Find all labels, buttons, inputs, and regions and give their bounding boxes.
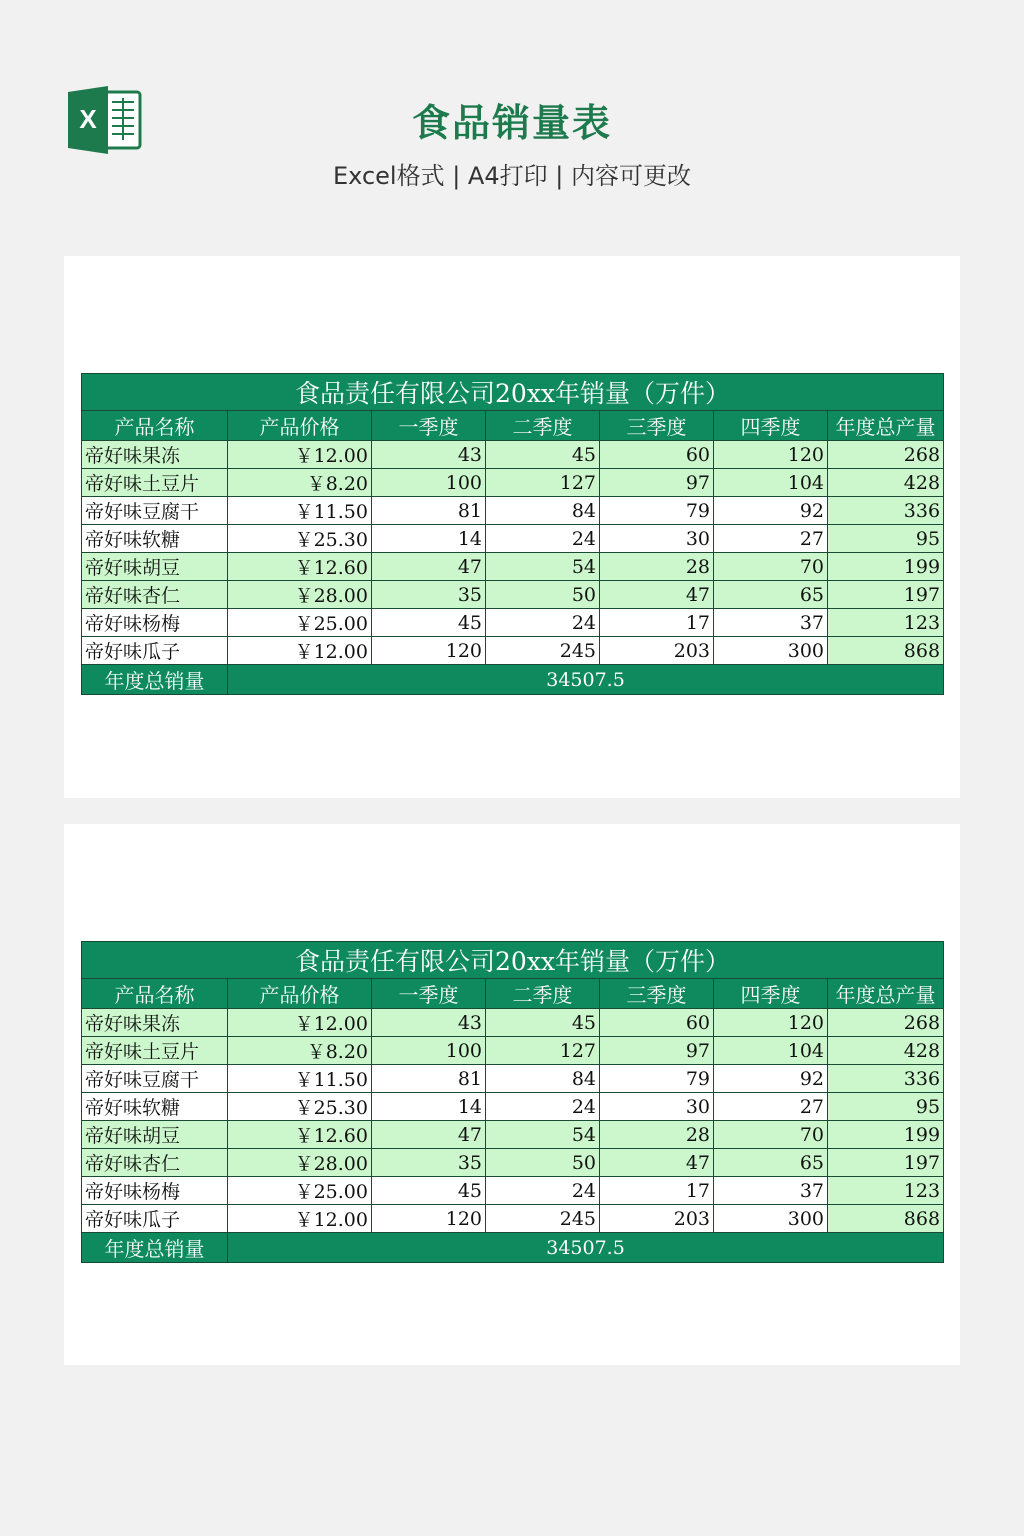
quarter-value-cell: 14: [372, 525, 486, 553]
table-row: [82, 1177, 944, 1205]
price-cell: ￥25.00: [228, 1177, 372, 1205]
table-row: [82, 1037, 944, 1065]
product-name-cell: 帝好味果冻: [82, 1009, 228, 1037]
quarter-value-cell: 45: [486, 441, 600, 469]
quarter-value-cell: 203: [600, 637, 714, 665]
quarter-value-cell: 24: [486, 525, 600, 553]
table-row: [82, 1065, 944, 1093]
table-row: [82, 497, 944, 525]
table-row: [82, 581, 944, 609]
quarter-value-cell: 37: [714, 609, 828, 637]
quarter-value-cell: 100: [372, 1037, 486, 1065]
quarter-value-cell: 50: [486, 1149, 600, 1177]
quarter-value-cell: 27: [714, 1093, 828, 1121]
column-header: 一季度: [372, 411, 486, 441]
price-cell: ￥12.00: [228, 637, 372, 665]
quarter-value-cell: 300: [714, 637, 828, 665]
quarter-value-cell: 97: [600, 469, 714, 497]
column-header: 年度总产量: [828, 411, 944, 441]
quarter-value-cell: 120: [372, 1205, 486, 1233]
page-header: [0, 0, 1024, 240]
quarter-value-cell: 65: [714, 1149, 828, 1177]
quarter-value-cell: 54: [486, 1121, 600, 1149]
quarter-value-cell: 84: [486, 1065, 600, 1093]
quarter-value-cell: 60: [600, 441, 714, 469]
column-header: 产品名称: [82, 979, 228, 1009]
quarter-value-cell: 70: [714, 553, 828, 581]
caption-row: [82, 374, 944, 411]
column-header: 二季度: [486, 979, 600, 1009]
quarter-value-cell: 24: [486, 1177, 600, 1205]
annual-total-cell: 95: [828, 1093, 944, 1121]
price-cell: ￥25.30: [228, 525, 372, 553]
quarter-value-cell: 14: [372, 1093, 486, 1121]
column-header: 二季度: [486, 411, 600, 441]
quarter-value-cell: 30: [600, 525, 714, 553]
price-cell: ￥25.00: [228, 609, 372, 637]
product-name-cell: 帝好味豆腐干: [82, 497, 228, 525]
quarter-value-cell: 245: [486, 1205, 600, 1233]
price-cell: ￥12.00: [228, 441, 372, 469]
quarter-value-cell: 47: [372, 553, 486, 581]
annual-total-cell: 123: [828, 609, 944, 637]
quarter-value-cell: 28: [600, 1121, 714, 1149]
price-cell: ￥12.00: [228, 1205, 372, 1233]
table-row: [82, 609, 944, 637]
annual-sales-label: 年度总销量: [82, 665, 228, 695]
price-cell: ￥8.20: [228, 469, 372, 497]
quarter-value-cell: 120: [372, 637, 486, 665]
table-row: [82, 1121, 944, 1149]
quarter-value-cell: 60: [600, 1009, 714, 1037]
price-cell: ￥8.20: [228, 1037, 372, 1065]
price-cell: ￥28.00: [228, 1149, 372, 1177]
quarter-value-cell: 47: [600, 1149, 714, 1177]
annual-total-cell: 868: [828, 1205, 944, 1233]
quarter-value-cell: 104: [714, 469, 828, 497]
sales-table: [81, 373, 944, 695]
quarter-value-cell: 45: [372, 609, 486, 637]
product-name-cell: 帝好味杨梅: [82, 1177, 228, 1205]
quarter-value-cell: 92: [714, 497, 828, 525]
table-row: [82, 553, 944, 581]
quarter-value-cell: 50: [486, 581, 600, 609]
quarter-value-cell: 81: [372, 497, 486, 525]
annual-total-cell: 428: [828, 1037, 944, 1065]
column-header-row: [82, 979, 944, 1009]
page-title: 食品销量表: [411, 101, 612, 145]
quarter-value-cell: 127: [486, 469, 600, 497]
quarter-value-cell: 97: [600, 1037, 714, 1065]
quarter-value-cell: 30: [600, 1093, 714, 1121]
table-row: [82, 1093, 944, 1121]
quarter-value-cell: 92: [714, 1065, 828, 1093]
product-name-cell: 帝好味杨梅: [82, 609, 228, 637]
quarter-value-cell: 37: [714, 1177, 828, 1205]
quarter-value-cell: 47: [600, 581, 714, 609]
price-cell: ￥11.50: [228, 1065, 372, 1093]
quarter-value-cell: 45: [486, 1009, 600, 1037]
excel-logo-letter: X: [79, 104, 97, 134]
quarter-value-cell: 245: [486, 637, 600, 665]
column-header: 三季度: [600, 411, 714, 441]
annual-total-cell: 199: [828, 1121, 944, 1149]
footer-row: [82, 665, 944, 695]
sheet-panel-1: [64, 256, 960, 798]
quarter-value-cell: 35: [372, 581, 486, 609]
annual-sales-value: 34507.5: [228, 665, 944, 695]
quarter-value-cell: 17: [600, 609, 714, 637]
annual-sales-label: 年度总销量: [82, 1233, 228, 1263]
product-name-cell: 帝好味瓜子: [82, 637, 228, 665]
product-name-cell: 帝好味杏仁: [82, 1149, 228, 1177]
quarter-value-cell: 70: [714, 1121, 828, 1149]
table-row: [82, 1205, 944, 1233]
price-cell: ￥12.60: [228, 1121, 372, 1149]
quarter-value-cell: 45: [372, 1177, 486, 1205]
product-name-cell: 帝好味软糖: [82, 525, 228, 553]
annual-total-cell: 199: [828, 553, 944, 581]
price-cell: ￥12.00: [228, 1009, 372, 1037]
table-row: [82, 637, 944, 665]
annual-total-cell: 268: [828, 1009, 944, 1037]
annual-total-cell: 428: [828, 469, 944, 497]
column-header: 年度总产量: [828, 979, 944, 1009]
product-name-cell: 帝好味胡豆: [82, 553, 228, 581]
annual-total-cell: 95: [828, 525, 944, 553]
product-name-cell: 帝好味果冻: [82, 441, 228, 469]
quarter-value-cell: 81: [372, 1065, 486, 1093]
quarter-value-cell: 35: [372, 1149, 486, 1177]
quarter-value-cell: 100: [372, 469, 486, 497]
column-header: 四季度: [714, 979, 828, 1009]
price-cell: ￥25.30: [228, 1093, 372, 1121]
table-caption: 食品责任有限公司20xx年销量（万件）: [82, 942, 944, 979]
quarter-value-cell: 79: [600, 497, 714, 525]
annual-total-cell: 336: [828, 1065, 944, 1093]
quarter-value-cell: 120: [714, 1009, 828, 1037]
annual-total-cell: 268: [828, 441, 944, 469]
table-row: [82, 1149, 944, 1177]
annual-total-cell: 197: [828, 581, 944, 609]
product-name-cell: 帝好味瓜子: [82, 1205, 228, 1233]
quarter-value-cell: 24: [486, 609, 600, 637]
price-cell: ￥28.00: [228, 581, 372, 609]
product-name-cell: 帝好味软糖: [82, 1093, 228, 1121]
quarter-value-cell: 28: [600, 553, 714, 581]
column-header: 产品价格: [228, 411, 372, 441]
sales-table: [81, 941, 944, 1263]
annual-sales-value: 34507.5: [228, 1233, 944, 1263]
annual-total-cell: 868: [828, 637, 944, 665]
quarter-value-cell: 43: [372, 441, 486, 469]
product-name-cell: 帝好味土豆片: [82, 469, 228, 497]
quarter-value-cell: 127: [486, 1037, 600, 1065]
column-header: 产品名称: [82, 411, 228, 441]
quarter-value-cell: 17: [600, 1177, 714, 1205]
table-row: [82, 469, 944, 497]
table-row: [82, 441, 944, 469]
product-name-cell: 帝好味胡豆: [82, 1121, 228, 1149]
product-name-cell: 帝好味豆腐干: [82, 1065, 228, 1093]
price-cell: ￥11.50: [228, 497, 372, 525]
table-row: [82, 525, 944, 553]
column-header: 一季度: [372, 979, 486, 1009]
quarter-value-cell: 203: [600, 1205, 714, 1233]
sheet-panel-2: [64, 824, 960, 1365]
table-caption: 食品责任有限公司20xx年销量（万件）: [82, 374, 944, 411]
quarter-value-cell: 54: [486, 553, 600, 581]
product-name-cell: 帝好味土豆片: [82, 1037, 228, 1065]
quarter-value-cell: 47: [372, 1121, 486, 1149]
quarter-value-cell: 24: [486, 1093, 600, 1121]
annual-total-cell: 123: [828, 1177, 944, 1205]
price-cell: ￥12.60: [228, 553, 372, 581]
quarter-value-cell: 79: [600, 1065, 714, 1093]
product-name-cell: 帝好味杏仁: [82, 581, 228, 609]
caption-row: [82, 942, 944, 979]
annual-total-cell: 336: [828, 497, 944, 525]
quarter-value-cell: 120: [714, 441, 828, 469]
table-row: [82, 1009, 944, 1037]
column-header: 三季度: [600, 979, 714, 1009]
column-header: 产品价格: [228, 979, 372, 1009]
column-header-row: [82, 411, 944, 441]
quarter-value-cell: 300: [714, 1205, 828, 1233]
footer-row: [82, 1233, 944, 1263]
quarter-value-cell: 84: [486, 497, 600, 525]
quarter-value-cell: 65: [714, 581, 828, 609]
quarter-value-cell: 27: [714, 525, 828, 553]
page-subtitle: Excel格式 | A4打印 | 内容可更改: [333, 162, 691, 190]
column-header: 四季度: [714, 411, 828, 441]
quarter-value-cell: 104: [714, 1037, 828, 1065]
quarter-value-cell: 43: [372, 1009, 486, 1037]
annual-total-cell: 197: [828, 1149, 944, 1177]
